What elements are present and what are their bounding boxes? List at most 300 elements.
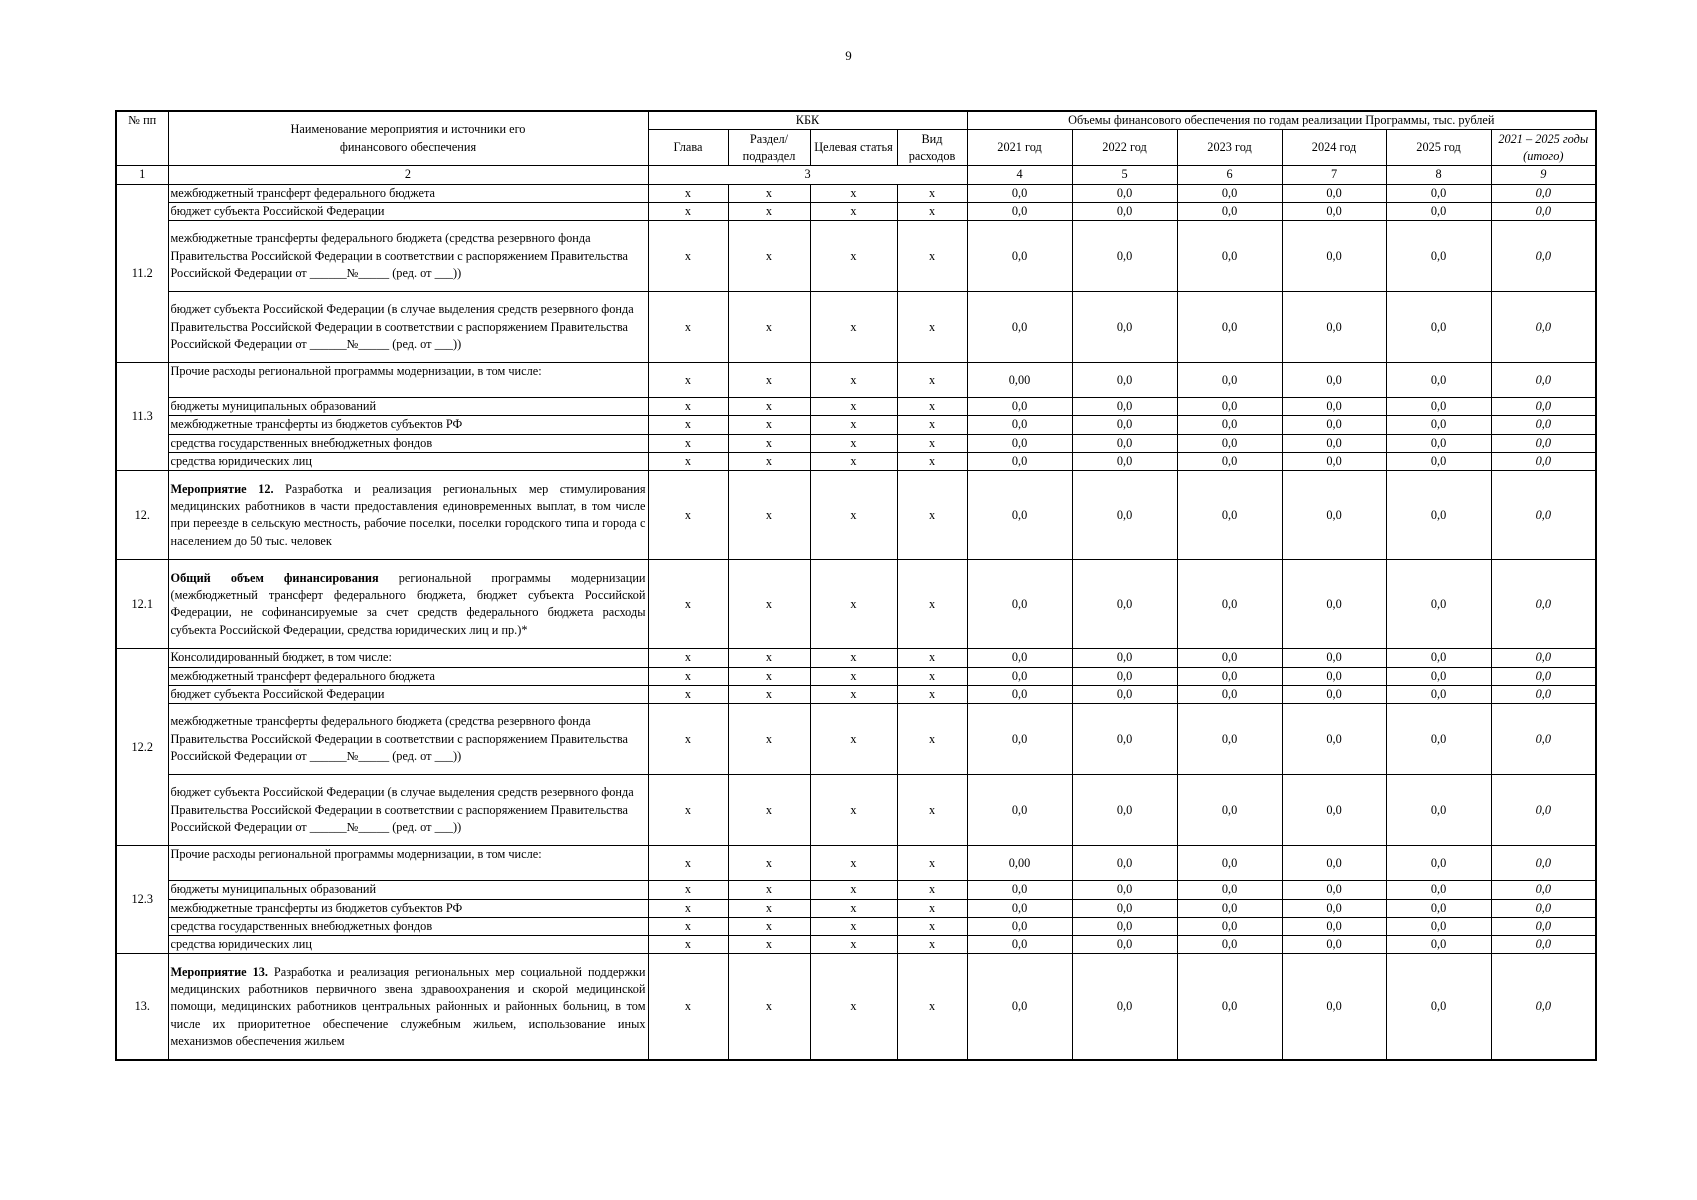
value-cell: 0,0 — [1072, 667, 1177, 685]
total-cell: 0,0 — [1491, 202, 1596, 220]
header-kbk: КБК — [648, 111, 967, 130]
value-cell: 0,0 — [1282, 685, 1386, 703]
kbk-cell: x — [897, 881, 967, 899]
value-cell: 0,0 — [1282, 704, 1386, 775]
value-cell: 0,0 — [1386, 292, 1491, 363]
total-cell: 0,0 — [1491, 899, 1596, 917]
kbk-cell: x — [810, 221, 897, 292]
value-cell: 0,0 — [1282, 899, 1386, 917]
value-cell: 0,0 — [1072, 184, 1177, 202]
value-cell: 0,0 — [1386, 416, 1491, 434]
row-name: бюджет субъекта Российской Федерации — [168, 685, 648, 703]
value-cell: 0,0 — [1386, 471, 1491, 560]
value-cell: 0,0 — [1386, 775, 1491, 846]
row-name: средства государственных внебюджетных фондов — [168, 917, 648, 935]
kbk-cell: x — [728, 954, 810, 1061]
value-cell: 0,0 — [1177, 917, 1282, 935]
header-razdel: Раздел/ подраздел — [728, 130, 810, 166]
kbk-cell: x — [810, 416, 897, 434]
kbk-cell: x — [728, 453, 810, 471]
value-cell: 0,0 — [1177, 560, 1282, 649]
value-cell: 0,0 — [1386, 560, 1491, 649]
total-cell: 0,0 — [1491, 363, 1596, 398]
kbk-cell: x — [728, 416, 810, 434]
row-name: Прочие расходы региональной программы модернизации, в том числе: — [168, 363, 648, 398]
value-cell: 0,0 — [1177, 667, 1282, 685]
value-cell: 0,0 — [1386, 667, 1491, 685]
kbk-cell: x — [810, 471, 897, 560]
header-volumes: Объемы финансового обеспечения по годам реализации Программы, тыс. рублей — [967, 111, 1596, 130]
table-row — [116, 846, 1596, 881]
table-row — [116, 954, 1596, 1061]
kbk-cell: x — [648, 667, 728, 685]
total-cell: 0,0 — [1491, 685, 1596, 703]
kbk-cell: x — [728, 184, 810, 202]
colnum-2: 2 — [168, 166, 648, 184]
table-row — [116, 667, 1596, 685]
total-funding-title: Общий объем финансирования — [170, 570, 379, 585]
value-cell: 0,0 — [1177, 471, 1282, 560]
table-row — [116, 221, 1596, 292]
row-number: 12.3 — [116, 846, 168, 954]
kbk-cell: x — [648, 363, 728, 398]
value-cell: 0,0 — [1386, 846, 1491, 881]
value-cell: 0,0 — [967, 685, 1072, 703]
header-2025: 2025 год — [1386, 130, 1491, 166]
measure-title: Мероприятие 13. — [170, 964, 268, 979]
kbk-cell: x — [810, 649, 897, 667]
row-number: 11.2 — [116, 184, 168, 363]
value-cell: 0,0 — [1072, 846, 1177, 881]
kbk-cell: x — [897, 667, 967, 685]
value-cell: 0,0 — [1177, 775, 1282, 846]
value-cell: 0,0 — [1282, 184, 1386, 202]
value-cell: 0,0 — [1072, 560, 1177, 649]
kbk-cell: x — [648, 899, 728, 917]
value-cell: 0,0 — [1177, 846, 1282, 881]
value-cell: 0,0 — [967, 434, 1072, 452]
column-numbers-row — [116, 166, 1596, 184]
value-cell: 0,0 — [1072, 292, 1177, 363]
value-cell: 0,0 — [967, 398, 1072, 416]
header-glava: Глава — [648, 130, 728, 166]
value-cell: 0,0 — [1177, 453, 1282, 471]
kbk-cell: x — [648, 202, 728, 220]
row-name — [168, 954, 648, 1061]
value-cell: 0,0 — [967, 667, 1072, 685]
table-row — [116, 775, 1596, 846]
row-name: бюджет субъекта Российской Федерации — [168, 202, 648, 220]
value-cell: 0,0 — [1386, 899, 1491, 917]
row-name: Консолидированный бюджет, в том числе: — [168, 649, 648, 667]
value-cell: 0,00 — [967, 846, 1072, 881]
value-cell: 0,0 — [967, 202, 1072, 220]
value-cell: 0,0 — [1282, 917, 1386, 935]
header-num: № пп — [116, 111, 168, 166]
value-cell: 0,0 — [1386, 685, 1491, 703]
value-cell: 0,0 — [1177, 434, 1282, 452]
kbk-cell: x — [810, 202, 897, 220]
row-name: межбюджетный трансферт федерального бюджета — [168, 184, 648, 202]
kbk-cell: x — [897, 954, 967, 1061]
value-cell: 0,0 — [967, 292, 1072, 363]
total-cell: 0,0 — [1491, 704, 1596, 775]
kbk-cell: x — [897, 917, 967, 935]
value-cell: 0,0 — [1386, 398, 1491, 416]
kbk-cell: x — [897, 899, 967, 917]
kbk-cell: x — [728, 434, 810, 452]
kbk-cell: x — [810, 917, 897, 935]
kbk-cell: x — [897, 560, 967, 649]
total-cell: 0,0 — [1491, 649, 1596, 667]
kbk-cell: x — [648, 416, 728, 434]
value-cell: 0,0 — [1072, 434, 1177, 452]
value-cell: 0,0 — [1177, 202, 1282, 220]
value-cell: 0,0 — [1177, 292, 1282, 363]
kbk-cell: x — [897, 292, 967, 363]
value-cell: 0,0 — [1177, 881, 1282, 899]
total-cell: 0,0 — [1491, 560, 1596, 649]
row-name: бюджеты муниципальных образований — [168, 881, 648, 899]
kbk-cell: x — [810, 775, 897, 846]
row-name: бюджет субъекта Российской Федерации (в случае выделения средств резервного фонда Правительства Российской Федерации в соответствии с распоряжением Правительства Российской Федерации от ______№_____ (ред. от ___)) — [168, 292, 648, 363]
kbk-cell: x — [648, 936, 728, 954]
value-cell: 0,0 — [1072, 221, 1177, 292]
kbk-cell: x — [648, 704, 728, 775]
total-cell: 0,0 — [1491, 775, 1596, 846]
header-name: Наименование мероприятия и источники его финансового обеспечения — [168, 111, 648, 166]
row-name: Прочие расходы региональной программы модернизации, в том числе: — [168, 846, 648, 881]
value-cell: 0,0 — [1282, 434, 1386, 452]
value-cell: 0,0 — [967, 649, 1072, 667]
table-row — [116, 899, 1596, 917]
table-row — [116, 560, 1596, 649]
value-cell: 0,0 — [1177, 685, 1282, 703]
total-cell: 0,0 — [1491, 184, 1596, 202]
kbk-cell: x — [810, 667, 897, 685]
row-name: межбюджетные трансферты федерального бюджета (средства резервного фонда Правительства Российской Федерации в соответствии с распоряжением Правительства Российской Федерации от ______№_____ (ред. от ___)) — [168, 704, 648, 775]
table-row — [116, 704, 1596, 775]
measure-text: Разработка и реализация региональных мер социальной поддержки медицинских работников первичного звена здравоохранения и скорой медицинской помощи, медицинских работников центральных районных и районных больниц, в том числе их приоритетное обеспечение служебным жильем, использование иных механизмов обеспечения жильем — [170, 964, 646, 1048]
kbk-cell: x — [810, 292, 897, 363]
value-cell: 0,0 — [967, 184, 1072, 202]
kbk-cell: x — [810, 936, 897, 954]
kbk-cell: x — [648, 917, 728, 935]
row-name: средства государственных внебюджетных фондов — [168, 434, 648, 452]
kbk-cell: x — [728, 221, 810, 292]
kbk-cell: x — [810, 704, 897, 775]
value-cell: 0,0 — [967, 917, 1072, 935]
value-cell: 0,0 — [967, 416, 1072, 434]
row-name: межбюджетные трансферты федерального бюджета (средства резервного фонда Правительства Российской Федерации в соответствии с распоряжением Правительства Российской Федерации от ______№_____ (ред. от ___)) — [168, 221, 648, 292]
value-cell: 0,0 — [1177, 184, 1282, 202]
kbk-cell: x — [648, 398, 728, 416]
total-cell: 0,0 — [1491, 221, 1596, 292]
header-vid: Вид расходов — [897, 130, 967, 166]
table-row — [116, 917, 1596, 935]
value-cell: 0,0 — [1282, 471, 1386, 560]
value-cell: 0,0 — [1386, 704, 1491, 775]
kbk-cell: x — [897, 471, 967, 560]
value-cell: 0,0 — [967, 954, 1072, 1061]
kbk-cell: x — [648, 685, 728, 703]
value-cell: 0,0 — [1072, 363, 1177, 398]
value-cell: 0,0 — [1282, 292, 1386, 363]
measure-title: Мероприятие 12. — [170, 481, 274, 496]
value-cell: 0,0 — [967, 936, 1072, 954]
financing-table — [115, 110, 1597, 1061]
header-2022: 2022 год — [1072, 130, 1177, 166]
row-number: 13. — [116, 954, 168, 1061]
value-cell: 0,0 — [1177, 954, 1282, 1061]
row-name: средства юридических лиц — [168, 453, 648, 471]
value-cell: 0,0 — [1072, 453, 1177, 471]
kbk-cell: x — [728, 685, 810, 703]
colnum-8: 8 — [1386, 166, 1491, 184]
table-row — [116, 416, 1596, 434]
kbk-cell: x — [728, 667, 810, 685]
value-cell: 0,0 — [1177, 649, 1282, 667]
total-cell: 0,0 — [1491, 881, 1596, 899]
value-cell: 0,0 — [1386, 363, 1491, 398]
value-cell: 0,0 — [1282, 560, 1386, 649]
kbk-cell: x — [897, 685, 967, 703]
row-name — [168, 560, 648, 649]
colnum-6: 6 — [1177, 166, 1282, 184]
value-cell: 0,0 — [967, 775, 1072, 846]
value-cell: 0,0 — [1282, 363, 1386, 398]
value-cell: 0,0 — [1072, 917, 1177, 935]
value-cell: 0,0 — [1072, 881, 1177, 899]
value-cell: 0,0 — [1386, 434, 1491, 452]
table-row — [116, 398, 1596, 416]
row-name: средства юридических лиц — [168, 936, 648, 954]
total-cell: 0,0 — [1491, 416, 1596, 434]
kbk-cell: x — [810, 453, 897, 471]
total-cell: 0,0 — [1491, 453, 1596, 471]
value-cell: 0,0 — [967, 899, 1072, 917]
value-cell: 0,0 — [1386, 954, 1491, 1061]
value-cell: 0,0 — [967, 560, 1072, 649]
value-cell: 0,0 — [1072, 899, 1177, 917]
value-cell: 0,0 — [1282, 881, 1386, 899]
kbk-cell: x — [648, 184, 728, 202]
kbk-cell: x — [728, 292, 810, 363]
kbk-cell: x — [648, 453, 728, 471]
value-cell: 0,0 — [1282, 416, 1386, 434]
total-funding-text: региональной программы модернизации (межбюджетный трансферт федерального бюджета, бюджет субъекта Российской Федерации, не софинансируемые за счет средств федерального бюджета расходы субъекта Российской Федерации, средства юридических лиц и пр.)* — [170, 570, 646, 637]
kbk-cell: x — [728, 846, 810, 881]
value-cell: 0,0 — [1386, 202, 1491, 220]
colnum-5: 5 — [1072, 166, 1177, 184]
kbk-cell: x — [810, 846, 897, 881]
kbk-cell: x — [648, 846, 728, 881]
kbk-cell: x — [728, 881, 810, 899]
kbk-cell: x — [648, 434, 728, 452]
total-cell: 0,0 — [1491, 434, 1596, 452]
value-cell: 0,0 — [1072, 704, 1177, 775]
table-row — [116, 184, 1596, 202]
kbk-cell: x — [897, 775, 967, 846]
kbk-cell: x — [648, 649, 728, 667]
colnum-7: 7 — [1282, 166, 1386, 184]
value-cell: 0,0 — [1072, 936, 1177, 954]
kbk-cell: x — [810, 881, 897, 899]
kbk-cell: x — [648, 954, 728, 1061]
kbk-cell: x — [897, 363, 967, 398]
value-cell: 0,0 — [1282, 398, 1386, 416]
total-cell: 0,0 — [1491, 398, 1596, 416]
kbk-cell: x — [648, 775, 728, 846]
kbk-cell: x — [897, 453, 967, 471]
row-name: межбюджетные трансферты из бюджетов субъектов РФ — [168, 416, 648, 434]
value-cell: 0,0 — [1072, 685, 1177, 703]
value-cell: 0,0 — [1282, 221, 1386, 292]
value-cell: 0,0 — [1386, 881, 1491, 899]
value-cell: 0,0 — [1177, 899, 1282, 917]
value-cell: 0,0 — [967, 704, 1072, 775]
value-cell: 0,00 — [967, 363, 1072, 398]
row-name: межбюджетный трансферт федерального бюджета — [168, 667, 648, 685]
row-number: 12. — [116, 471, 168, 560]
value-cell: 0,0 — [1282, 667, 1386, 685]
kbk-cell: x — [728, 560, 810, 649]
kbk-cell: x — [810, 363, 897, 398]
kbk-cell: x — [728, 775, 810, 846]
total-cell: 0,0 — [1491, 917, 1596, 935]
kbk-cell: x — [728, 917, 810, 935]
header-2021: 2021 год — [967, 130, 1072, 166]
value-cell: 0,0 — [1072, 775, 1177, 846]
value-cell: 0,0 — [1386, 221, 1491, 292]
row-number: 12.2 — [116, 649, 168, 846]
value-cell: 0,0 — [967, 221, 1072, 292]
kbk-cell: x — [810, 398, 897, 416]
kbk-cell: x — [897, 398, 967, 416]
kbk-cell: x — [810, 434, 897, 452]
table-row — [116, 685, 1596, 703]
table-row — [116, 202, 1596, 220]
kbk-cell: x — [728, 398, 810, 416]
kbk-cell: x — [648, 560, 728, 649]
header-tselevaya: Целевая статья — [810, 130, 897, 166]
value-cell: 0,0 — [967, 453, 1072, 471]
kbk-cell: x — [648, 292, 728, 363]
value-cell: 0,0 — [1282, 453, 1386, 471]
table-row — [116, 434, 1596, 452]
measure-text: Разработка и реализация региональных мер стимулирования медицинских работников в части предоставления единовременных выплат, в том числе при переезде в сельскую местность, рабочие поселки, поселки городского типа и города с населением до 50 тыс. человек — [170, 481, 646, 548]
table-row — [116, 471, 1596, 560]
total-cell: 0,0 — [1491, 936, 1596, 954]
row-name — [168, 471, 648, 560]
value-cell: 0,0 — [967, 881, 1072, 899]
value-cell: 0,0 — [1386, 917, 1491, 935]
table-row — [116, 881, 1596, 899]
value-cell: 0,0 — [1072, 416, 1177, 434]
value-cell: 0,0 — [1282, 202, 1386, 220]
value-cell: 0,0 — [1282, 936, 1386, 954]
table-row — [116, 936, 1596, 954]
row-number: 12.1 — [116, 560, 168, 649]
header-2024: 2024 год — [1282, 130, 1386, 166]
table-row — [116, 292, 1596, 363]
kbk-cell: x — [810, 899, 897, 917]
kbk-cell: x — [897, 649, 967, 667]
value-cell: 0,0 — [1177, 416, 1282, 434]
kbk-cell: x — [648, 881, 728, 899]
value-cell: 0,0 — [1072, 471, 1177, 560]
header-total: 2021 – 2025 годы (итого) — [1491, 130, 1596, 166]
kbk-cell: x — [810, 685, 897, 703]
total-cell: 0,0 — [1491, 846, 1596, 881]
value-cell: 0,0 — [1386, 649, 1491, 667]
total-cell: 0,0 — [1491, 954, 1596, 1061]
kbk-cell: x — [728, 649, 810, 667]
value-cell: 0,0 — [1177, 398, 1282, 416]
kbk-cell: x — [728, 899, 810, 917]
value-cell: 0,0 — [1282, 775, 1386, 846]
kbk-cell: x — [897, 416, 967, 434]
kbk-cell: x — [897, 202, 967, 220]
table-row — [116, 649, 1596, 667]
table-row — [116, 453, 1596, 471]
value-cell: 0,0 — [1282, 846, 1386, 881]
total-cell: 0,0 — [1491, 471, 1596, 560]
row-name: бюджет субъекта Российской Федерации (в случае выделения средств резервного фонда Правительства Российской Федерации в соответствии с распоряжением Правительства Российской Федерации от ______№_____ (ред. от ___)) — [168, 775, 648, 846]
row-name: бюджеты муниципальных образований — [168, 398, 648, 416]
kbk-cell: x — [728, 936, 810, 954]
kbk-cell: x — [810, 954, 897, 1061]
row-number: 11.3 — [116, 363, 168, 471]
kbk-cell: x — [897, 434, 967, 452]
kbk-cell: x — [728, 202, 810, 220]
colnum-1: 1 — [116, 166, 168, 184]
kbk-cell: x — [728, 363, 810, 398]
kbk-cell: x — [648, 221, 728, 292]
value-cell: 0,0 — [1177, 936, 1282, 954]
row-name: межбюджетные трансферты из бюджетов субъектов РФ — [168, 899, 648, 917]
total-cell: 0,0 — [1491, 667, 1596, 685]
value-cell: 0,0 — [1386, 184, 1491, 202]
value-cell: 0,0 — [1072, 954, 1177, 1061]
value-cell: 0,0 — [967, 471, 1072, 560]
kbk-cell: x — [648, 471, 728, 560]
value-cell: 0,0 — [1386, 453, 1491, 471]
kbk-cell: x — [897, 184, 967, 202]
kbk-cell: x — [728, 471, 810, 560]
value-cell: 0,0 — [1072, 649, 1177, 667]
kbk-cell: x — [897, 221, 967, 292]
value-cell: 0,0 — [1177, 363, 1282, 398]
value-cell: 0,0 — [1177, 221, 1282, 292]
kbk-cell: x — [897, 936, 967, 954]
colnum-9: 9 — [1491, 166, 1596, 184]
table-row — [116, 363, 1596, 398]
value-cell: 0,0 — [1072, 398, 1177, 416]
kbk-cell: x — [897, 704, 967, 775]
value-cell: 0,0 — [1177, 704, 1282, 775]
colnum-4: 4 — [967, 166, 1072, 184]
header-2023: 2023 год — [1177, 130, 1282, 166]
value-cell: 0,0 — [1386, 936, 1491, 954]
kbk-cell: x — [728, 704, 810, 775]
value-cell: 0,0 — [1282, 954, 1386, 1061]
page-number: 9 — [845, 48, 852, 63]
total-cell: 0,0 — [1491, 292, 1596, 363]
kbk-cell: x — [897, 846, 967, 881]
kbk-cell: x — [810, 184, 897, 202]
value-cell: 0,0 — [1072, 202, 1177, 220]
